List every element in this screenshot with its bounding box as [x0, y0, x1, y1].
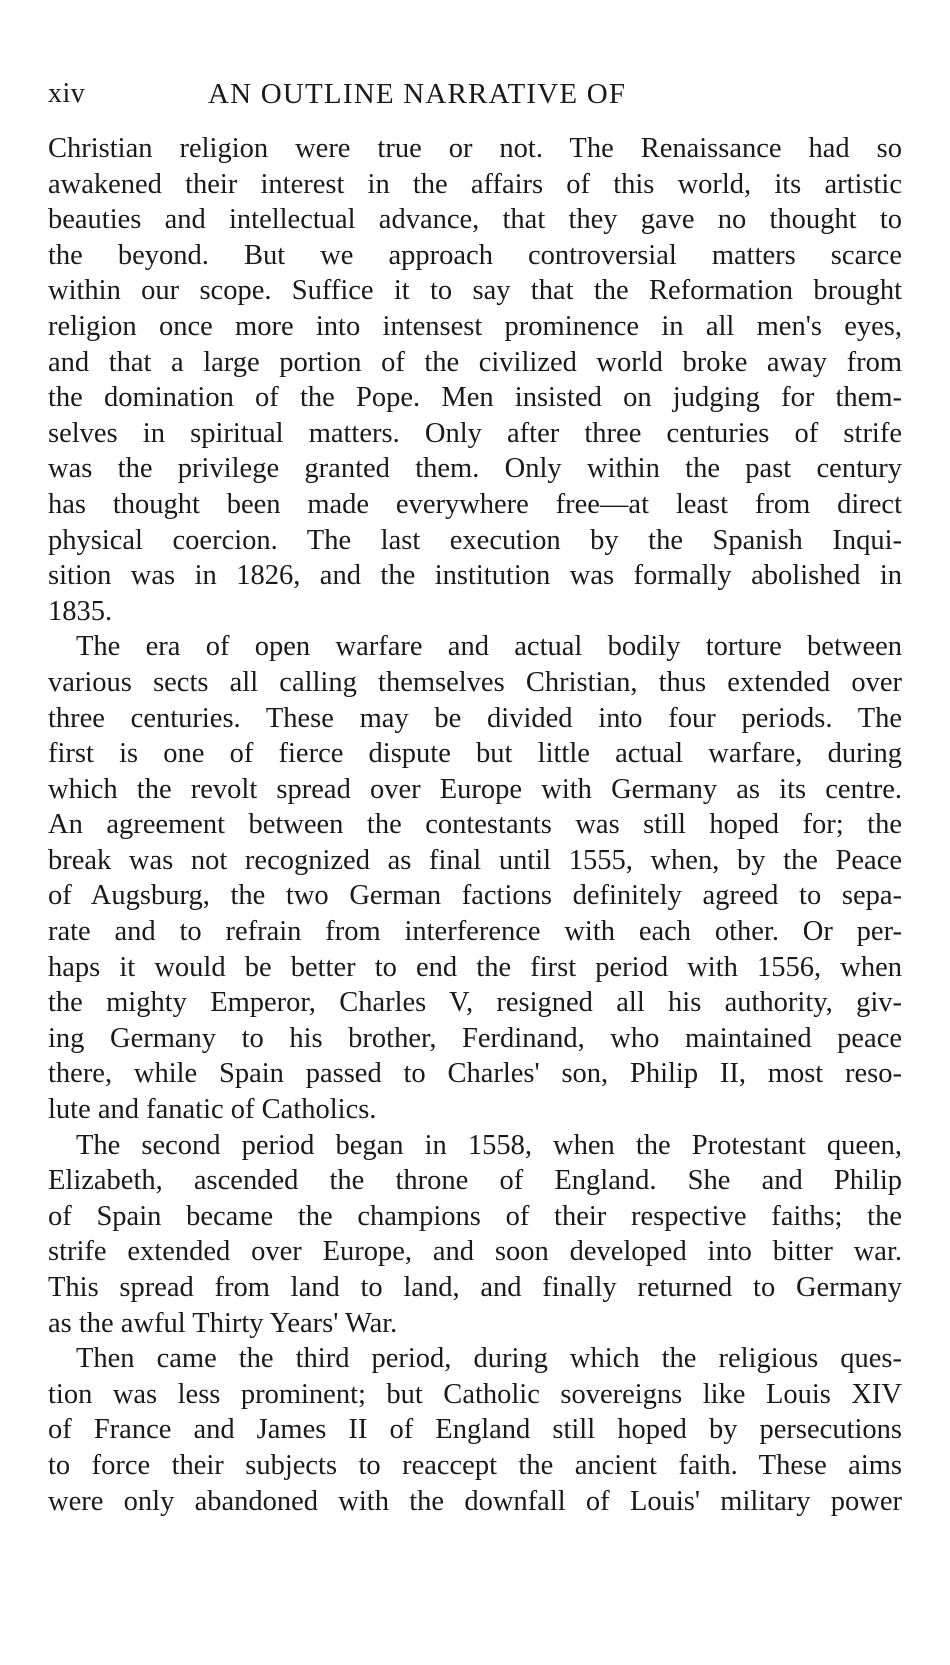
text-line: to force their subjects to reaccept the ancient faith. These aims — [48, 1449, 902, 1481]
text-line: which the revolt spread over Europe with Germany as its centre. — [48, 773, 902, 805]
book-page — [48, 0, 902, 1665]
text-line: rate and to refrain from interference with each other. Or per- — [48, 916, 902, 948]
text-line: within our scope. Suffice it to say that the Reformation brought — [48, 275, 902, 307]
text-line: of Augsburg, the two German factions definitely agreed to sepa- — [48, 880, 902, 912]
running-head — [48, 74, 902, 114]
text-line: awakened their interest in the affairs of this world, its artistic — [48, 168, 902, 200]
text-line: The era of open warfare and actual bodily torture between — [76, 631, 902, 663]
paragraph — [48, 629, 902, 1127]
text-line: sition was in 1826, and the institution was formally abolished in — [48, 560, 902, 592]
page-number: xiv — [48, 78, 86, 109]
text-line: selves in spiritual matters. Only after three centuries of strife — [48, 417, 902, 449]
text-line: the mighty Emperor, Charles V, resigned all his authority, giv- — [48, 987, 902, 1019]
text-line: three centuries. These may be divided into four periods. The — [48, 702, 902, 734]
text-line: religion once more into intensest prominence in all men's eyes, — [48, 310, 902, 342]
text-line: The second period began in 1558, when the Protestant queen, — [76, 1129, 902, 1161]
body-text — [48, 131, 902, 1519]
paragraph — [48, 1341, 902, 1519]
text-line: as the awful Thirty Years' War. — [48, 1307, 398, 1339]
text-line: the beyond. But we approach controversial matters scarce — [48, 239, 902, 271]
text-line: tion was less prominent; but Catholic sovereigns like Louis XIV — [48, 1378, 902, 1410]
paragraph — [48, 131, 902, 629]
text-line: strife extended over Europe, and soon developed into bitter war. — [48, 1236, 902, 1268]
text-line: beauties and intellectual advance, that they gave no thought to — [48, 204, 902, 236]
text-line: has thought been made everywhere free—at least from direct — [48, 488, 902, 520]
text-line: Elizabeth, ascended the throne of England. She and Philip — [48, 1165, 902, 1197]
text-line: 1835. — [48, 595, 113, 627]
paragraph — [48, 1128, 902, 1342]
text-line: physical coercion. The last execution by the Spanish Inqui- — [48, 524, 902, 556]
text-line: first is one of fierce dispute but little actual warfare, during — [48, 738, 902, 770]
text-line: This spread from land to land, and finally returned to Germany — [48, 1272, 902, 1303]
text-line: was the privilege granted them. Only within the past century — [48, 453, 902, 485]
text-line: of France and James II of England still hoped by persecutions — [48, 1414, 902, 1446]
text-line: there, while Spain passed to Charles' son, Philip II, most reso- — [48, 1058, 902, 1090]
running-title: AN OUTLINE NARRATIVE OF — [208, 78, 627, 110]
text-line: various sects all calling themselves Christian, thus extended over — [48, 666, 902, 698]
text-line: Christian religion were true or not. The Renaissance had so — [48, 133, 902, 164]
text-line: the domination of the Pope. Men insisted on judging for them- — [48, 382, 902, 414]
text-line: were only abandoned with the downfall of Louis' military power — [48, 1485, 902, 1517]
text-line: and that a large portion of the civilized world broke away from — [48, 346, 902, 378]
text-line: ing Germany to his brother, Ferdinand, who maintained peace — [48, 1022, 902, 1054]
text-line: haps it would be better to end the first period with 1556, when — [48, 951, 902, 983]
text-line: lute and fanatic of Catholics. — [48, 1094, 377, 1126]
text-line: break was not recognized as final until 1555, when, by the Peace — [48, 844, 902, 876]
text-line: Then came the third period, during which the religious ques- — [76, 1343, 902, 1375]
text-line: An agreement between the contestants was still hoped for; the — [48, 809, 902, 841]
text-line: of Spain became the champions of their respective faiths; the — [48, 1200, 902, 1232]
